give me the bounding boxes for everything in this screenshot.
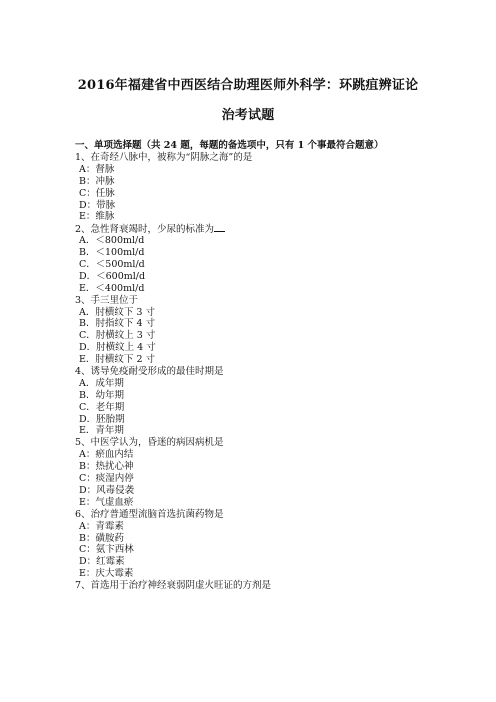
- answer-option: B：热扰心神: [79, 461, 134, 473]
- answer-option: A：督脉: [79, 163, 115, 175]
- question-stem-text: 6、治疗普通型流脑首选抗菌药物是: [75, 508, 224, 520]
- answer-option: E：庆大霉素: [79, 568, 134, 580]
- answer-option: C．老年期: [79, 401, 125, 413]
- answer-blank: [214, 223, 225, 232]
- answer-option: D：风毒侵袭: [79, 484, 135, 496]
- answer-option: B：磺胺药: [79, 532, 124, 544]
- question-stem: [75, 295, 455, 307]
- question-stem-text: 7、首选用于治疗神经衰弱阴虚火旺证的方剂是: [75, 580, 272, 592]
- answer-option: D．胚胎期: [79, 413, 125, 425]
- answer-option: A．＜800ml/d: [79, 235, 145, 247]
- answer-option: D．肘横纹上 4 寸: [79, 342, 156, 354]
- answer-option: A：青霉素: [79, 520, 124, 532]
- question-stem: [75, 509, 455, 521]
- question-stem-text: 1、在奇经八脉中，被称为“阴脉之海”的是: [75, 152, 253, 163]
- answer-option: B．＜100ml/d: [79, 247, 145, 259]
- answer-option: C：任脉: [79, 187, 115, 199]
- question-stem: [75, 580, 455, 592]
- answer-option: C．＜500ml/d: [79, 259, 145, 271]
- answer-option: A．肘横纹下 3 寸: [79, 306, 155, 318]
- question-stem-text: 5、中医学认为，昏迷的病因病机是: [75, 437, 224, 449]
- answer-option: B．肘指纹下 4 寸: [79, 318, 156, 330]
- answer-option: C：痰湿内停: [79, 473, 134, 485]
- answer-option: D．＜600ml/d: [79, 270, 146, 282]
- answer-option: A．成年期: [79, 377, 124, 389]
- question-stem: [75, 366, 455, 378]
- question-stem-text: 2、急性肾衰竭时，少尿的标准为: [75, 224, 215, 236]
- answer-option: E：气虚血瘀: [79, 496, 134, 508]
- document-title-line-1: 2016年福建省中西医结合助理医师外科学：环跳疽辨证论: [77, 78, 419, 93]
- answer-option: D：带脉: [79, 199, 116, 211]
- question-stem: [75, 223, 455, 235]
- answer-option: E．肘横纹下 2 寸: [79, 354, 156, 366]
- answer-option: C：氨卞西林: [79, 544, 134, 556]
- answer-option: D：红霉素: [79, 556, 125, 568]
- question-stem-text: 3、手三里位于: [75, 294, 139, 306]
- answer-option: B：冲脉: [79, 175, 115, 187]
- answer-option: A：瘀血内结: [79, 449, 134, 461]
- question-stem-text: 4、诱导免疫耐受形成的最佳时期是: [75, 366, 224, 378]
- answer-option: E．青年期: [79, 425, 124, 437]
- answer-option: E：维脉: [79, 211, 115, 223]
- answer-option: B．幼年期: [79, 389, 124, 401]
- document-title-line-2: 治考试题: [221, 108, 275, 123]
- answer-option: E．＜400ml/d: [79, 282, 145, 294]
- question-list: [75, 152, 455, 592]
- section-header: 一、单项选择题（共 24 题，每题的备选项中，只有 1 个事最符合题意）: [75, 140, 384, 151]
- question-stem: [75, 437, 455, 449]
- question-stem: [75, 152, 455, 164]
- answer-option: C．肘横纹上 3 寸: [79, 330, 156, 342]
